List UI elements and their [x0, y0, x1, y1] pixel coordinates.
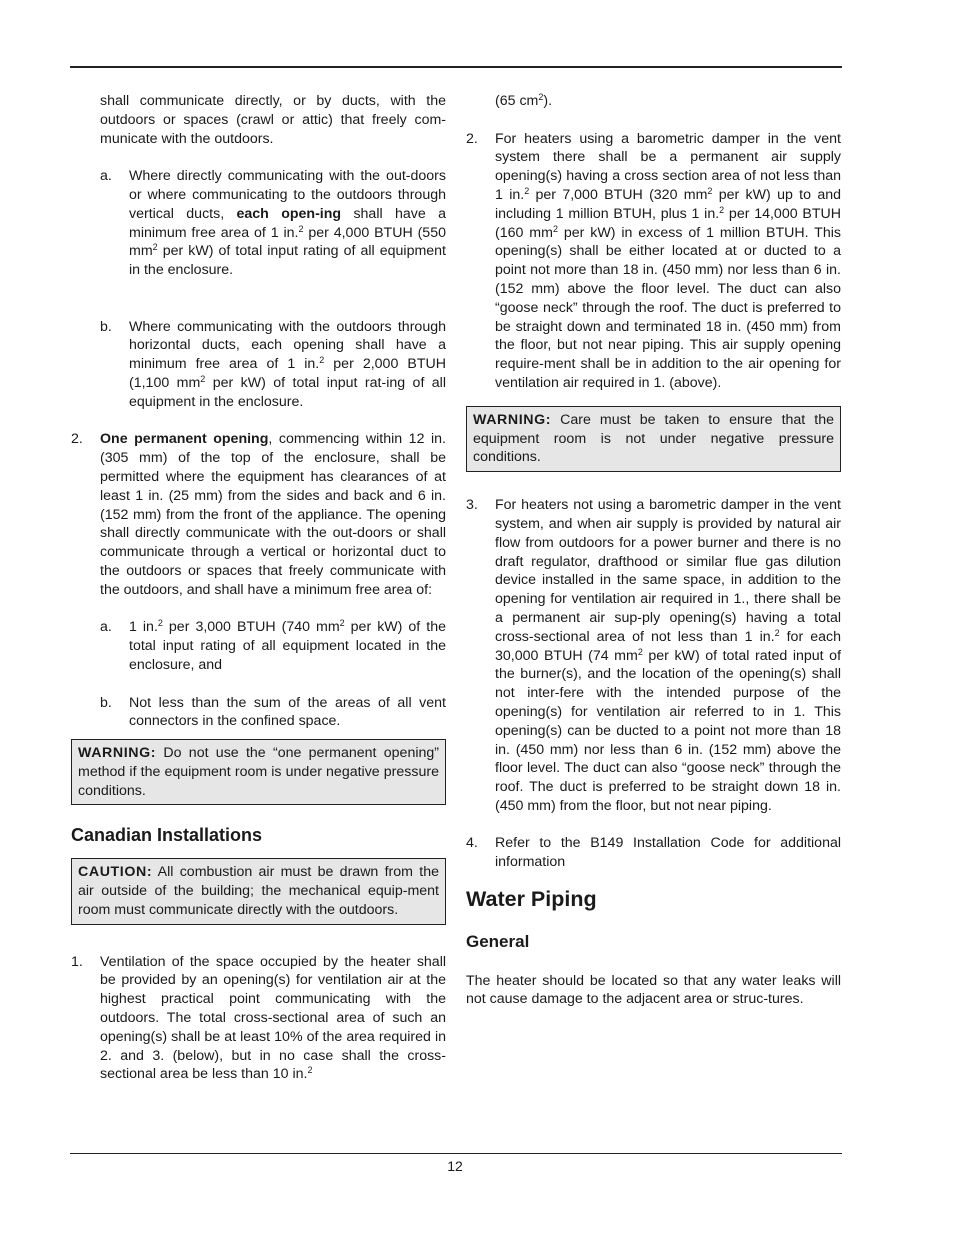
page-number: 12 [447, 1158, 463, 1174]
list-item-c1 [71, 953, 446, 1085]
list-text: For heaters using a barometric damper in the vent system there shall be a permanent air supply opening(s) having a cross section area of not less than 1 in.$^2$ per 7,000 BTUH (320 $mm^2$ per kW) up to and including 1 million BTUH, plus 1 in.$^2$ per 14,000 BTUH (160 $mm^2$ per kW) in excess of 1 million BTUH. This opening(s) shall be either located at or ducted to a point not more than 18 in. (450 mm) nor less than 6 in. (152 mm) above the floor level. The duct can also “goose neck” through the roof. The duct is preferred to be straight down and terminated 18 in. (450 mm) from the floor, but not near piping. This air supply opening require-ment shall be in addition to the air opening for ventilation air required in 1. (above). [495, 130, 841, 391]
list-item-a2 [71, 618, 446, 674]
list-item-a1 [71, 167, 446, 280]
list-item-b1 [71, 318, 446, 412]
list-label: b. [100, 318, 112, 335]
list-item-2 [71, 430, 446, 599]
list-text: 1 in.$^2$ per 3,000 BTUH (740 $mm^2$ per kW) of the total input rating of all equipment located in the enclosure, and [129, 618, 446, 673]
caution-box [71, 858, 446, 924]
list-text: For heaters not using a barometric damper in the vent system, and when air supply is provided by natural air flow from outdoors for a power burner and there is no draft regulator, drafthood or similar flue gas dilution device installed in the same space, in addition to the opening for ventilation air required in 1., there shall be a permanent air sup-ply opening(s) having a total cross-sectional area of not less than 1 in.$^2$ for each 30,000 BTUH (74 $mm^2$ per kW) of total rated input of the burner(s), and the location of the opening(s) shall not inter-fere with the intended purpose of the opening(s) for ventilation air referred to in 1. This opening(s) can be ducted to a point not more than 18 in. (450 mm) nor less than 6 in. (152 mm) above the floor level. The duct can also “goose neck” through the roof. The duct is preferred to be straight down 18 in. (450 mm) from the floor, but not near piping. [495, 497, 842, 814]
list-item-c3 [466, 496, 841, 816]
list-text: Not less than the sum of the areas of all vent connectors in the confined space. [129, 694, 446, 730]
list-label: a. [100, 168, 112, 185]
general-paragraph: The heater should be located so that any water leaks will not cause damage to the adjacent area or struc-tures. [466, 972, 841, 1008]
section-heading-canadian: Canadian Installations [71, 825, 263, 846]
list-item-c2 [466, 130, 841, 393]
section-heading-water-piping: Water Piping [466, 887, 597, 912]
list-text: Where communicating with the outdoors through horizontal ducts, each opening shall have a minimum free area of 1 in.$^2$ per 2,000 BTUH (1,100 $mm^2$ per kW) of total input rat-ing of all equipment in the enclosure. [129, 318, 446, 410]
caution-text: All combustion air must be drawn from the air outside of the building; the mechanical equip-ment room must communicate directly with the outdoors. [78, 864, 439, 918]
left-column [71, 92, 446, 1084]
list-number: 2. [466, 130, 478, 147]
list-text: One permanent opening, commencing within 12 in. (305 mm) of the top of the enclosure, shall be permitted where the equipment has clearances of at least 1 in. (25 mm) from the sides and back and 6 in. (152 mm) from the front of the appliance. The opening shall directly communicate with the out-doors or shall communicate through a vertical or horizontal duct to the outdoors or spaces that freely communicate with the outdoors, and shall have a minimum free area of: [100, 431, 446, 598]
list-label: a. [100, 619, 112, 636]
list-text: Ventilation of the space occupied by the heater shall be provided by an opening(s) for ventilation air at the highest practical point communicating with the outdoors. The total cross-sectional area of such an opening(s) shall be at least 10% of the area required in 2. and 3. (below), but in no case shall the cross-sectional area be less than 10 in.$^2$ [100, 953, 446, 1083]
list-text: Refer to the B149 Installation Code for additional information [495, 835, 841, 871]
warning-tag: WARNING: [78, 745, 157, 762]
subsection-heading-general: General [466, 931, 530, 951]
warning-text: Care must be taken to ensure that the equipment room is not under negative pressure conditions. [473, 411, 834, 466]
list-text: Where directly communicating with the out-doors or where communicating to the outdoors through vertical ducts, each open-ing shall have a minimum free area of 1 in.$^2$ per 4,000 BTUH (550 $mm^2$ per kW) of total input rating of all equipment in the enclosure. [129, 168, 446, 279]
continued-text: (65 $cm^2$). [495, 92, 553, 109]
list-number: 2. [71, 431, 83, 448]
list-item-b2 [71, 694, 446, 732]
right-column [466, 92, 841, 1009]
top-rule [70, 66, 842, 68]
list-number: 4. [466, 835, 478, 852]
intro-paragraph: shall communicate directly, or by ducts, with the outdoors or spaces (crawl or attic) that freely com-municate with the outdoors. [100, 93, 446, 147]
list-item-c4 [466, 834, 841, 872]
warning-tag: WARNING: [473, 411, 552, 428]
list-number: 3. [466, 497, 478, 514]
warning-box [71, 739, 446, 805]
caution-tag: CAUTION: [78, 864, 153, 881]
list-label: b. [100, 694, 112, 711]
bottom-rule [70, 1153, 842, 1154]
list-number: 1. [71, 953, 83, 970]
warning-text: Do not use the “one permanent opening” method if the equipment room is under negative pressure conditions. [78, 745, 439, 799]
warning-box [466, 406, 841, 472]
